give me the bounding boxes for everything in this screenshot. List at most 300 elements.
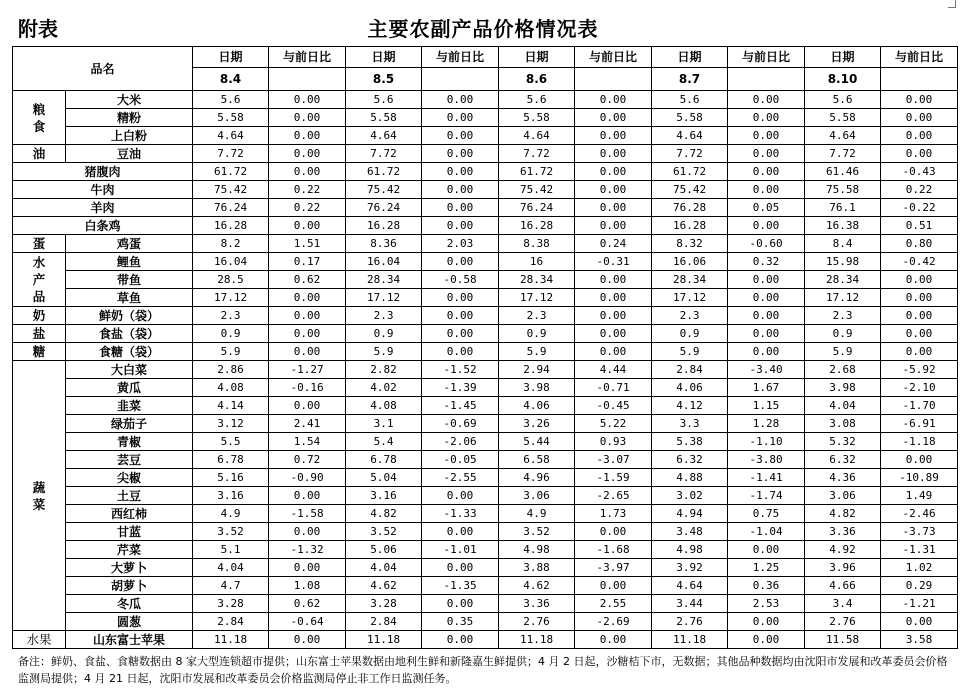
item-name-cell: 甘蓝 [66, 523, 193, 541]
change-cell: 0.00 [422, 325, 499, 343]
price-cell: 7.72 [499, 145, 575, 163]
change-cell: -0.69 [422, 415, 499, 433]
change-cell: -3.80 [728, 451, 805, 469]
price-cell: 7.72 [346, 145, 422, 163]
change-label-cell: 与前日比 [575, 47, 652, 68]
table-row [13, 595, 958, 613]
change-cell: 0.00 [269, 289, 346, 307]
price-cell: 3.26 [499, 415, 575, 433]
item-name-cell: 猪腹肉 [13, 163, 193, 181]
change-cell: 2.41 [269, 415, 346, 433]
price-cell: 2.84 [346, 613, 422, 631]
change-cell: 0.00 [422, 487, 499, 505]
price-cell: 2.3 [805, 307, 881, 325]
price-cell: 5.44 [499, 433, 575, 451]
page-title [0, 13, 970, 42]
price-cell: 7.72 [193, 145, 269, 163]
change-cell: 0.22 [269, 199, 346, 217]
change-cell: 0.00 [881, 145, 958, 163]
price-cell: 3.12 [193, 415, 269, 433]
change-cell: -1.45 [422, 397, 499, 415]
change-cell: 0.00 [422, 217, 499, 235]
change-cell: 0.00 [422, 145, 499, 163]
price-cell: 5.58 [805, 109, 881, 127]
change-cell: 2.55 [575, 595, 652, 613]
blank-header-cell [422, 68, 499, 91]
item-name-cell: 土豆 [66, 487, 193, 505]
price-cell: 4.9 [499, 505, 575, 523]
appendix-label: 附表 [18, 17, 58, 41]
date-cell: 8.5 [346, 68, 422, 91]
price-cell: 5.58 [193, 109, 269, 127]
change-cell: -1.52 [422, 361, 499, 379]
change-cell: 0.00 [269, 325, 346, 343]
price-cell: 11.58 [805, 631, 881, 649]
price-cell: 28.34 [805, 271, 881, 289]
change-cell: 0.00 [269, 217, 346, 235]
change-cell: 0.00 [575, 91, 652, 109]
item-name-cell: 芸豆 [66, 451, 193, 469]
change-cell: 0.00 [575, 127, 652, 145]
price-cell: 5.6 [499, 91, 575, 109]
price-cell: 16.28 [346, 217, 422, 235]
change-cell: 0.00 [422, 91, 499, 109]
change-cell: 0.22 [881, 181, 958, 199]
price-cell: 4.82 [805, 505, 881, 523]
price-cell: 3.88 [499, 559, 575, 577]
table-row [13, 379, 958, 397]
price-cell: 4.7 [193, 577, 269, 595]
change-cell: 0.00 [269, 307, 346, 325]
price-cell: 2.94 [499, 361, 575, 379]
change-cell: 0.00 [269, 109, 346, 127]
change-cell: 1.15 [728, 397, 805, 415]
price-cell: 76.24 [193, 199, 269, 217]
price-cell: 2.84 [193, 613, 269, 631]
change-cell: 1.28 [728, 415, 805, 433]
change-cell: 0.00 [728, 109, 805, 127]
item-name-cell: 韭菜 [66, 397, 193, 415]
change-cell: 0.75 [728, 505, 805, 523]
change-cell: -1.41 [728, 469, 805, 487]
change-cell: 0.00 [269, 397, 346, 415]
change-cell: -3.73 [881, 523, 958, 541]
blank-header-cell [269, 68, 346, 91]
change-cell: -0.42 [881, 253, 958, 271]
row-header-cell: 品名 [13, 47, 193, 91]
price-cell: 17.12 [652, 289, 728, 307]
item-name-cell: 黄瓜 [66, 379, 193, 397]
change-cell: 0.00 [422, 163, 499, 181]
change-cell: 0.51 [881, 217, 958, 235]
price-cell: 4.64 [346, 127, 422, 145]
change-cell: 0.00 [422, 559, 499, 577]
change-cell: -0.43 [881, 163, 958, 181]
table-row [13, 487, 958, 505]
price-cell: 4.88 [652, 469, 728, 487]
change-cell: -1.10 [728, 433, 805, 451]
category-cell: 奶 [13, 307, 66, 325]
change-cell: 0.00 [728, 631, 805, 649]
category-cell: 水产品 [13, 253, 66, 307]
date-label-cell: 日期 [499, 47, 575, 68]
price-cell: 0.9 [499, 325, 575, 343]
price-cell: 7.72 [805, 145, 881, 163]
change-label-cell: 与前日比 [881, 47, 958, 68]
price-cell: 2.3 [652, 307, 728, 325]
change-cell: -0.22 [881, 199, 958, 217]
change-cell: -1.31 [881, 541, 958, 559]
change-cell: 0.35 [422, 613, 499, 631]
price-cell: 4.94 [652, 505, 728, 523]
price-cell: 8.36 [346, 235, 422, 253]
price-cell: 15.98 [805, 253, 881, 271]
change-cell: 0.17 [269, 253, 346, 271]
price-cell: 5.58 [499, 109, 575, 127]
change-cell: -2.46 [881, 505, 958, 523]
price-cell: 3.16 [193, 487, 269, 505]
table-row [13, 505, 958, 523]
change-cell: 0.00 [575, 181, 652, 199]
price-cell: 76.24 [346, 199, 422, 217]
price-cell: 3.3 [652, 415, 728, 433]
price-cell: 5.9 [805, 343, 881, 361]
change-cell: 0.00 [728, 613, 805, 631]
change-cell: 1.54 [269, 433, 346, 451]
price-cell: 4.98 [652, 541, 728, 559]
change-cell: 1.51 [269, 235, 346, 253]
price-cell: 3.1 [346, 415, 422, 433]
item-name-cell: 带鱼 [66, 271, 193, 289]
table-row [13, 577, 958, 595]
change-cell: 0.00 [728, 163, 805, 181]
price-cell: 17.12 [499, 289, 575, 307]
change-cell: -2.69 [575, 613, 652, 631]
change-cell: 0.36 [728, 577, 805, 595]
price-cell: 75.42 [652, 181, 728, 199]
change-cell: 0.93 [575, 433, 652, 451]
price-cell: 5.5 [193, 433, 269, 451]
footnote: 备注：鲜奶、食盐、食糖数据由 8 家大型连锁超市提供；山东富士苹果数据由地利生鲜和新隆嘉生鲜提供；4 月 2 日起，沙糖桔下市，无数据；其他品种数据均由沈阳市发展和改革委员会价格监测局提供；4 月 21 日起，沈阳市发展和改革委员会价格监测局停止非工作日监测任务。 [18, 655, 948, 685]
item-name-cell: 上白粉 [66, 127, 193, 145]
price-cell: 4.04 [193, 559, 269, 577]
price-cell: 3.98 [499, 379, 575, 397]
price-cell: 5.58 [346, 109, 422, 127]
price-cell: 3.92 [652, 559, 728, 577]
category-cell: 油 [13, 145, 66, 163]
price-cell: 4.98 [499, 541, 575, 559]
change-cell: -5.92 [881, 361, 958, 379]
price-cell: 76.24 [499, 199, 575, 217]
change-cell: -2.55 [422, 469, 499, 487]
price-cell: 4.04 [346, 559, 422, 577]
date-label-cell: 日期 [346, 47, 422, 68]
change-cell: -1.74 [728, 487, 805, 505]
price-cell: 61.72 [652, 163, 728, 181]
price-cell: 5.6 [805, 91, 881, 109]
price-cell: 4.62 [499, 577, 575, 595]
price-cell: 7.72 [652, 145, 728, 163]
price-cell: 61.72 [193, 163, 269, 181]
table-row [13, 343, 958, 361]
date-cell: 8.10 [805, 68, 881, 91]
price-cell: 4.02 [346, 379, 422, 397]
change-cell: 2.53 [728, 595, 805, 613]
price-cell: 28.34 [652, 271, 728, 289]
change-cell: 0.00 [269, 559, 346, 577]
price-cell: 61.46 [805, 163, 881, 181]
price-cell: 3.08 [805, 415, 881, 433]
price-cell: 5.04 [346, 469, 422, 487]
price-cell: 16.28 [652, 217, 728, 235]
change-cell: -2.10 [881, 379, 958, 397]
item-name-cell: 精粉 [66, 109, 193, 127]
item-name-cell: 圆葱 [66, 613, 193, 631]
table-row [13, 181, 958, 199]
price-cell: 11.18 [499, 631, 575, 649]
item-name-cell: 牛肉 [13, 181, 193, 199]
item-name-cell: 绿茄子 [66, 415, 193, 433]
price-cell: 4.96 [499, 469, 575, 487]
table-row [13, 523, 958, 541]
category-cell: 盐 [13, 325, 66, 343]
price-cell: 6.32 [652, 451, 728, 469]
price-cell: 16.04 [193, 253, 269, 271]
change-cell: -0.60 [728, 235, 805, 253]
price-cell: 5.6 [346, 91, 422, 109]
table-row [13, 613, 958, 631]
change-cell: 0.00 [422, 289, 499, 307]
change-cell: 0.00 [881, 91, 958, 109]
change-cell: 0.00 [269, 145, 346, 163]
change-cell: 0.00 [575, 577, 652, 595]
table-row [13, 415, 958, 433]
price-cell: 0.9 [193, 325, 269, 343]
price-cell: 4.06 [652, 379, 728, 397]
price-cell: 3.52 [193, 523, 269, 541]
change-cell: 0.00 [422, 181, 499, 199]
change-cell: 0.00 [728, 217, 805, 235]
table-row [13, 235, 958, 253]
change-cell: -0.58 [422, 271, 499, 289]
table-row [13, 361, 958, 379]
price-cell: 2.68 [805, 361, 881, 379]
price-cell: 6.32 [805, 451, 881, 469]
price-cell: 5.9 [346, 343, 422, 361]
change-cell: -2.06 [422, 433, 499, 451]
price-cell: 2.76 [805, 613, 881, 631]
table-row [13, 163, 958, 181]
item-name-cell: 白条鸡 [13, 217, 193, 235]
price-cell: 3.4 [805, 595, 881, 613]
price-cell: 3.06 [805, 487, 881, 505]
price-cell: 5.32 [805, 433, 881, 451]
price-cell: 4.12 [652, 397, 728, 415]
price-cell: 6.58 [499, 451, 575, 469]
price-cell: 2.3 [193, 307, 269, 325]
change-cell: 0.00 [881, 451, 958, 469]
change-cell: -2.65 [575, 487, 652, 505]
table-row [13, 109, 958, 127]
table-body [13, 47, 958, 649]
price-cell: 5.58 [652, 109, 728, 127]
change-cell: 0.00 [269, 127, 346, 145]
date-label-cell: 日期 [193, 47, 269, 68]
change-cell: 0.00 [881, 127, 958, 145]
category-cell: 水果 [13, 631, 66, 649]
change-cell: 0.62 [269, 271, 346, 289]
header-row-date-labels [13, 47, 958, 68]
item-name-cell: 豆油 [66, 145, 193, 163]
change-cell: 0.62 [269, 595, 346, 613]
price-cell: 28.34 [499, 271, 575, 289]
price-cell: 8.4 [805, 235, 881, 253]
table-row [13, 541, 958, 559]
change-cell: 0.00 [269, 343, 346, 361]
change-cell: -6.91 [881, 415, 958, 433]
change-cell: 0.00 [575, 523, 652, 541]
price-cell: 3.98 [805, 379, 881, 397]
table-row [13, 469, 958, 487]
price-cell: 28.5 [193, 271, 269, 289]
price-cell: 4.08 [193, 379, 269, 397]
price-cell: 4.82 [346, 505, 422, 523]
price-cell: 2.82 [346, 361, 422, 379]
change-cell: 0.00 [728, 181, 805, 199]
change-cell: 0.00 [269, 163, 346, 181]
change-cell: 0.00 [881, 613, 958, 631]
price-cell: 16.28 [193, 217, 269, 235]
price-cell: 2.3 [499, 307, 575, 325]
price-cell: 5.38 [652, 433, 728, 451]
change-cell: 0.00 [575, 199, 652, 217]
change-cell: 0.00 [422, 199, 499, 217]
price-cell: 8.38 [499, 235, 575, 253]
change-cell: -1.04 [728, 523, 805, 541]
price-cell: 2.86 [193, 361, 269, 379]
price-cell: 11.18 [346, 631, 422, 649]
price-cell: 61.72 [499, 163, 575, 181]
change-cell: 0.00 [728, 289, 805, 307]
price-cell: 4.64 [652, 577, 728, 595]
change-cell: 0.00 [575, 271, 652, 289]
change-cell: 0.00 [728, 145, 805, 163]
item-name-cell: 羊肉 [13, 199, 193, 217]
price-cell: 11.18 [652, 631, 728, 649]
price-cell: 75.58 [805, 181, 881, 199]
change-cell: -3.07 [575, 451, 652, 469]
table-row [13, 307, 958, 325]
price-cell: 3.52 [346, 523, 422, 541]
change-cell: 0.00 [728, 541, 805, 559]
change-cell: -0.16 [269, 379, 346, 397]
change-cell: -0.64 [269, 613, 346, 631]
change-cell: -0.71 [575, 379, 652, 397]
category-cell: 蛋 [13, 235, 66, 253]
table-row [13, 145, 958, 163]
change-cell: 0.05 [728, 199, 805, 217]
price-cell: 4.04 [805, 397, 881, 415]
change-label-cell: 与前日比 [422, 47, 499, 68]
change-cell: -1.35 [422, 577, 499, 595]
change-cell: -0.05 [422, 451, 499, 469]
change-cell: 0.24 [575, 235, 652, 253]
price-cell: 6.78 [346, 451, 422, 469]
price-cell: 4.9 [193, 505, 269, 523]
price-cell: 3.28 [346, 595, 422, 613]
change-cell: 1.73 [575, 505, 652, 523]
item-name-cell: 尖椒 [66, 469, 193, 487]
change-cell: 0.72 [269, 451, 346, 469]
change-cell: -1.32 [269, 541, 346, 559]
table-row [13, 253, 958, 271]
change-cell: 0.00 [422, 109, 499, 127]
price-cell: 6.78 [193, 451, 269, 469]
price-cell: 76.28 [652, 199, 728, 217]
change-cell: 0.00 [269, 631, 346, 649]
item-name-cell: 鲜奶（袋） [66, 307, 193, 325]
table-row [13, 451, 958, 469]
price-cell: 75.42 [193, 181, 269, 199]
change-cell: -1.33 [422, 505, 499, 523]
price-table [12, 46, 958, 649]
change-cell: 0.00 [728, 271, 805, 289]
change-cell: 0.00 [881, 325, 958, 343]
table-row [13, 199, 958, 217]
table-row [13, 217, 958, 235]
title-text: 主要农副产品价格情况表 [367, 17, 599, 41]
price-cell: 4.62 [346, 577, 422, 595]
price-cell: 16.04 [346, 253, 422, 271]
item-name-cell: 胡萝卜 [66, 577, 193, 595]
price-cell: 17.12 [346, 289, 422, 307]
price-cell: 3.52 [499, 523, 575, 541]
table-row [13, 559, 958, 577]
item-name-cell: 山东富士苹果 [66, 631, 193, 649]
change-cell: 0.00 [269, 487, 346, 505]
change-cell: 0.00 [422, 253, 499, 271]
change-cell: 0.29 [881, 577, 958, 595]
price-cell: 5.06 [346, 541, 422, 559]
change-cell: 0.00 [575, 163, 652, 181]
change-cell: 1.25 [728, 559, 805, 577]
change-cell: 0.00 [575, 109, 652, 127]
price-cell: 75.42 [499, 181, 575, 199]
change-cell: -1.68 [575, 541, 652, 559]
price-cell: 3.44 [652, 595, 728, 613]
change-cell: -0.90 [269, 469, 346, 487]
price-cell: 8.2 [193, 235, 269, 253]
change-cell: 0.00 [422, 307, 499, 325]
price-cell: 16.06 [652, 253, 728, 271]
price-cell: 75.42 [346, 181, 422, 199]
change-cell: -1.70 [881, 397, 958, 415]
category-cell: 粮食 [13, 91, 66, 145]
price-cell: 4.64 [805, 127, 881, 145]
change-cell: 0.00 [422, 595, 499, 613]
change-label-cell: 与前日比 [728, 47, 805, 68]
price-cell: 2.3 [346, 307, 422, 325]
change-cell: 1.08 [269, 577, 346, 595]
price-cell: 8.32 [652, 235, 728, 253]
price-cell: 5.6 [652, 91, 728, 109]
price-cell: 3.96 [805, 559, 881, 577]
price-cell: 0.9 [652, 325, 728, 343]
item-name-cell: 青椒 [66, 433, 193, 451]
price-cell: 5.9 [652, 343, 728, 361]
price-cell: 5.4 [346, 433, 422, 451]
item-name-cell: 芹菜 [66, 541, 193, 559]
